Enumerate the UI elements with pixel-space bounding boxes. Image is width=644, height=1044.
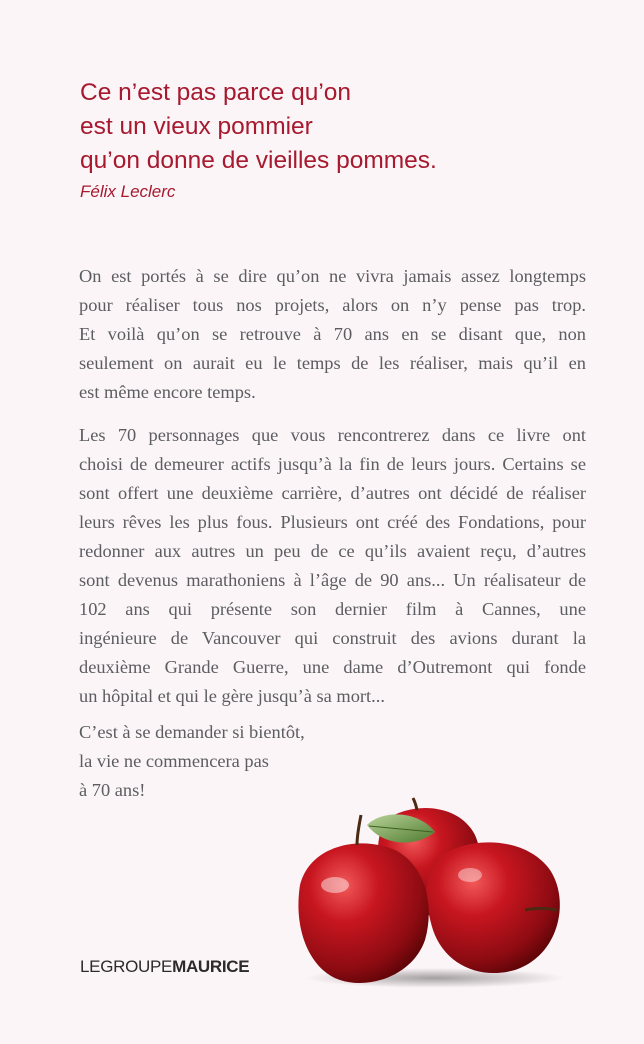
quote-author: Félix Leclerc [80, 182, 176, 201]
paragraph-line: un hôpital et qui le gère jusqu’à sa mort... [79, 686, 385, 706]
paragraph-description [79, 421, 586, 711]
paragraph-line: redonner aux autres un peu de ce qu’ils avaient reçu, d’autres [79, 541, 586, 561]
publisher-logo-light: LEGROUPE [80, 957, 173, 976]
paragraph-line: 102 ans qui présente son dernier film à Cannes, une [79, 599, 586, 619]
paragraph-line: On est portés à se dire qu’on ne vivra jamais assez longtemps [79, 266, 586, 286]
paragraph-line: Les 70 personnages que vous rencontrerez dans ce livre ont [79, 425, 586, 445]
closing-line: la vie ne commencera pas [79, 751, 269, 771]
closing-text [79, 718, 305, 805]
paragraph-line: ingénieure de Vancouver qui construit des avions durant la [79, 628, 586, 648]
paragraph-line: Et voilà qu’on se retrouve à 70 ans en se disant que, non [79, 324, 586, 344]
quote-line: qu’on donne de vieilles pommes. [80, 147, 437, 174]
paragraph-intro [79, 262, 586, 407]
closing-line: à 70 ans! [79, 780, 146, 800]
paragraph-line: sont offert une deuxième carrière, d’autres ont décidé de réaliser [79, 483, 586, 503]
paragraph-line: deuxième Grande Guerre, une dame d’Outremont qui fonde [79, 657, 586, 677]
paragraph-line: choisi de demeurer actifs jusqu’à la fin de leurs jours. Certains se [79, 454, 586, 474]
publisher-logo-bold: MAURICE [172, 957, 250, 976]
paragraph-line: est même encore temps. [79, 382, 256, 402]
paragraph-line: sont devenus marathoniens à l’âge de 90 ans... Un réalisateur de [79, 570, 586, 590]
apple-left [298, 843, 428, 983]
apple-stem [525, 909, 557, 911]
epigraph-quote [80, 76, 560, 178]
apples-illustration [285, 790, 575, 990]
apple-highlight [321, 877, 349, 893]
apple-stem [413, 798, 417, 810]
quote-line: Ce n’est pas parce qu’on [80, 79, 352, 106]
closing-line: C’est à se demander si bientôt, [79, 722, 305, 742]
publisher-logo [80, 957, 249, 977]
paragraph-line: pour réaliser tous nos projets, alors on n’y pense pas trop. [79, 295, 586, 315]
paragraph-line: leurs rêves les plus fous. Plusieurs ont créé des Fondations, pour [79, 512, 586, 532]
apple-highlight [458, 868, 482, 882]
apple-stem [357, 815, 361, 845]
paragraph-line: seulement on aurait eu le temps de les réaliser, mais qu’il en [79, 353, 586, 373]
quote-line: est un vieux pommier [80, 113, 313, 140]
